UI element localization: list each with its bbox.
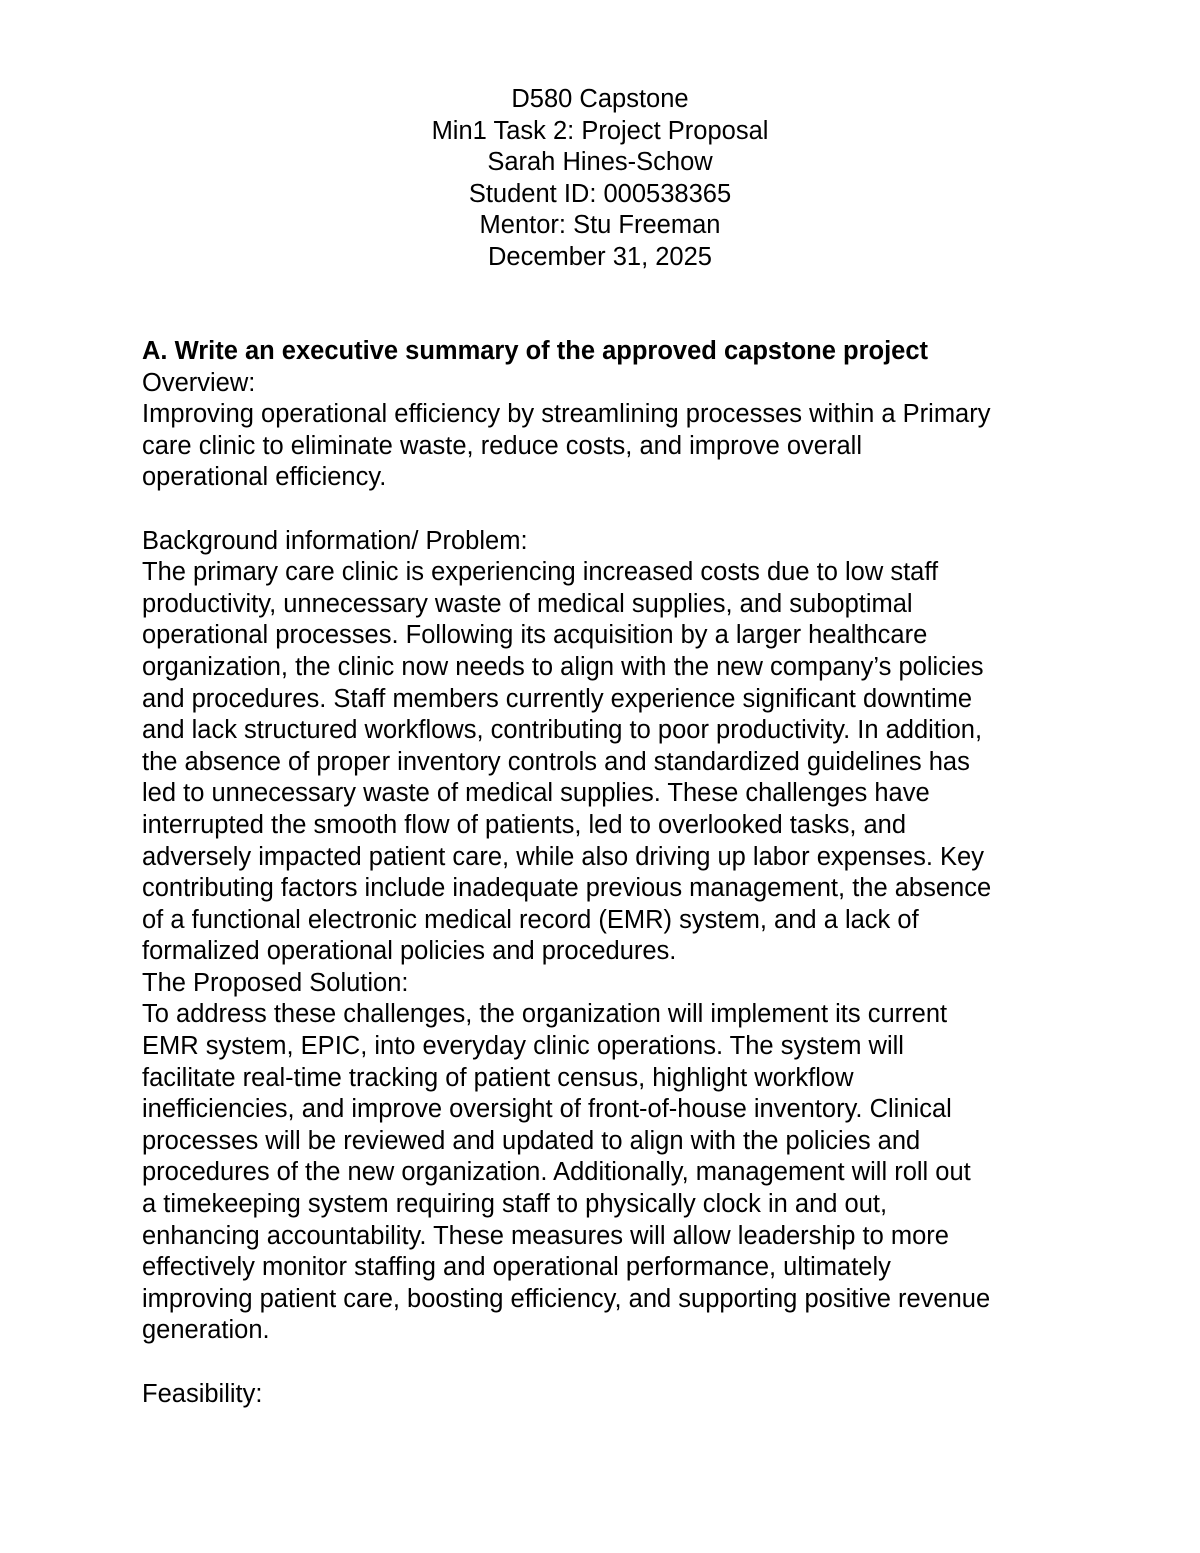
paragraph-line: EMR system, EPIC, into everyday clinic operations. The system will: [142, 1032, 904, 1061]
paragraph-line: care clinic to eliminate waste, reduce costs, and improve overall: [142, 431, 862, 460]
mentor-name: Mentor: Stu Freeman: [479, 211, 721, 240]
paragraph-line: effectively monitor staffing and operational performance, ultimately: [142, 1253, 891, 1282]
paragraph-line: the absence of proper inventory controls and standardized guidelines has: [142, 747, 970, 776]
blank-line: [142, 1347, 1082, 1379]
author-name: Sarah Hines-Schow: [487, 148, 713, 177]
paragraph-line: and lack structured workflows, contributing to poor productivity. In addition,: [142, 716, 983, 745]
paragraph-line: of a functional electronic medical record (EMR) system, and a lack of: [142, 905, 919, 934]
paragraph-line: generation.: [142, 1316, 270, 1345]
overview-paragraph: [142, 399, 1082, 494]
paragraph-line: and procedures. Staff members currently experience significant downtime: [142, 684, 973, 713]
paragraph-line: procedures of the new organization. Additionally, management will roll out: [142, 1158, 971, 1187]
paragraph-line: inefficiencies, and improve oversight of front-of-house inventory. Clinical: [142, 1095, 952, 1124]
student-id: Student ID: 000538365: [468, 179, 732, 208]
paragraph-line: The primary care clinic is experiencing increased costs due to low staff: [142, 558, 939, 587]
paragraph-line: formalized operational policies and procedures.: [142, 937, 677, 966]
background-label: Background information/ Problem:: [142, 526, 528, 555]
document-date: December 31, 2025: [488, 242, 712, 271]
section-heading: A. Write an executive summary of the approved capstone project: [142, 337, 929, 365]
paragraph-line: productivity, unnecessary waste of medical supplies, and suboptimal: [142, 589, 913, 618]
paragraph-line: organization, the clinic now needs to align with the new company’s policies: [142, 652, 984, 681]
overview-label: Overview:: [142, 368, 256, 397]
paragraph-line: facilitate real-time tracking of patient census, highlight workflow: [142, 1063, 854, 1092]
blank-line: [142, 494, 1082, 526]
paragraph-line: a timekeeping system requiring staff to physically clock in and out,: [142, 1190, 888, 1219]
course-title: D580 Capstone: [511, 85, 689, 113]
task-title: Min1 Task 2: Project Proposal: [431, 116, 769, 145]
feasibility-label: Feasibility:: [142, 1379, 263, 1408]
paragraph-line: led to unnecessary waste of medical supplies. These challenges have: [142, 779, 930, 808]
paragraph-line: processes will be reviewed and updated to align with the policies and: [142, 1126, 921, 1155]
section-a: [142, 336, 1082, 1410]
paragraph-line: To address these challenges, the organization will implement its current: [142, 1000, 948, 1029]
solution-paragraph: [142, 999, 1082, 1347]
paragraph-line: contributing factors include inadequate previous management, the absence: [142, 874, 992, 903]
paragraph-line: enhancing accountability. These measures will allow leadership to more: [142, 1221, 949, 1250]
paragraph-line: operational processes. Following its acquisition by a larger healthcare: [142, 621, 928, 650]
paragraph-line: interrupted the smooth flow of patients, led to overlooked tasks, and: [142, 810, 907, 839]
solution-label: The Proposed Solution:: [142, 968, 409, 997]
paragraph-line: improving patient care, boosting efficiency, and supporting positive revenue: [142, 1284, 991, 1313]
background-paragraph: [142, 557, 1082, 968]
paragraph-line: adversely impacted patient care, while also driving up labor expenses. Key: [142, 842, 984, 871]
title-block: [0, 84, 1200, 274]
paragraph-line: operational efficiency.: [142, 463, 387, 492]
paragraph-line: Improving operational efficiency by streamlining processes within a Primary: [142, 400, 991, 429]
